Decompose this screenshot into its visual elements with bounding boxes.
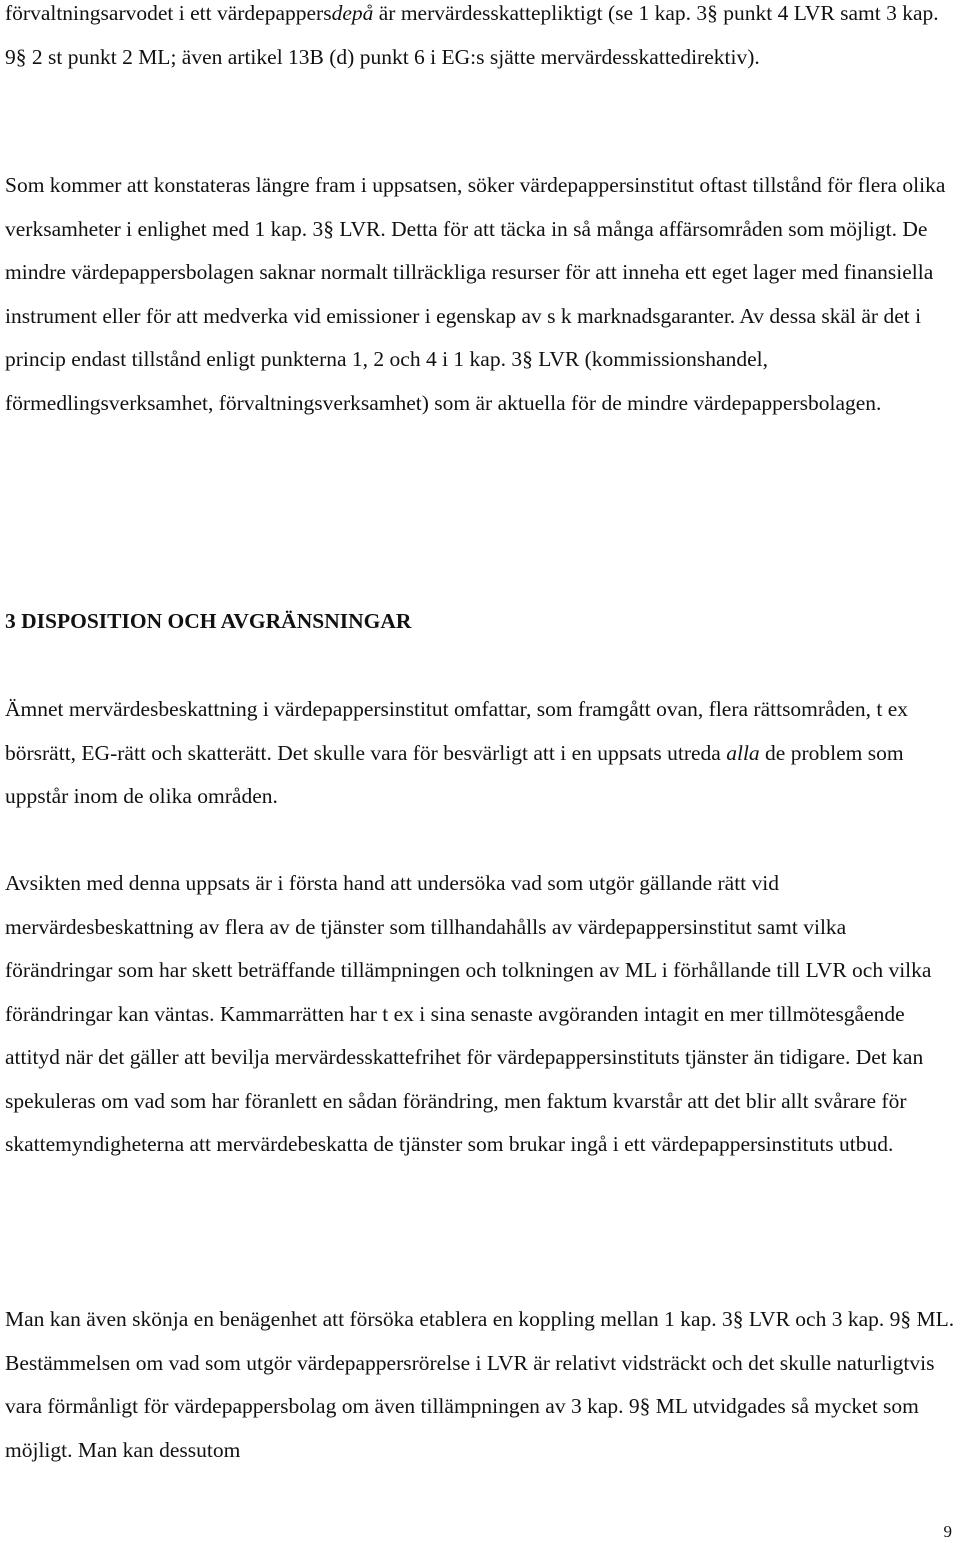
section-heading: 3 DISPOSITION OCH AVGRÄNSNINGAR (5, 609, 412, 633)
paragraph-scope-italic: alla (726, 740, 760, 765)
paragraph-scope-text-b: de problem som uppstår inom de olika områden. (5, 740, 904, 808)
paragraph-continuation-text-b: är mervärdesskattepliktigt (se 1 kap. 3§ punkt 4 LVR samt 3 kap. 9§ 2 st punkt 2 ML; även artikel 13B (d) punkt 6 i EG:s sjätte mervärdesskattedirektiv). (5, 1, 939, 69)
paragraph-continuation (5, 0, 955, 79)
paragraph-purpose: Avsikten med denna uppsats är i första hand att undersöka vad som utgör gällande rätt vid mervärdesbeskattning av flera av de tjänster som tillhandahålls av värdepappersinstitut samt vilka förändringar som har skett beträffande tillämpningen och tolkningen av ML i förhållande till LVR och vilka förändringar kan väntas. Kammarrätten har t ex i sina senaste avgöranden intagit en mer tillmötesgående attityd när det gäller att bevilja mervärdesskattefrihet för värdepappersinstituts tjänster än tidigare. Det kan spekuleras om vad som har föranlett en sådan förändring, men faktum kvarstår att det blir allt svårare för skattemyndigheterna att mervärdebeskatta de tjänster som brukar ingå i ett värdepappersinstituts utbud. (5, 871, 932, 1156)
paragraph-scope-text-a: Ämnet mervärdesbeskattning i värdepappersinstitut omfattar, som framgått ovan, flera rättsområden, t ex börsrätt, EG-rätt och skatterätt. Det skulle vara för besvärligt att i en uppsats utreda (5, 697, 909, 765)
page-number: 9 (943, 1522, 952, 1541)
paragraph-connection: Man kan även skönja en benägenhet att försöka etablera en koppling mellan 1 kap. 3§ LVR och 3 kap. 9§ ML. Bestämmelsen om vad som utgör värdepappersrörelse i LVR är relativt vidsträckt och det skulle naturligtvis vara förmånligt för värdepappersbolag om även tillämpningen av 3 kap. 9§ ML utvidgades så mycket som möjligt. Man kan dessutom (5, 1307, 955, 1462)
paragraph-continuation-text-a: förvaltningsarvodet i ett värdepappers (5, 1, 332, 25)
paragraph-scope (5, 688, 955, 819)
paragraph-licenses: Som kommer att konstateras längre fram i uppsatsen, söker värdepappersinstitut oftast tillstånd för flera olika verksamheter i enlighet med 1 kap. 3§ LVR. Detta för att täcka in så många affärsområden som möjligt. De mindre värdepappersbolagen saknar normalt tillräckliga resurser för att inneha ett eget lager med finansiella instrument eller för att medverka vid emissioner i egenskap av s k marknadsgaranter. Av dessa skäl är det i princip endast tillstånd enligt punkterna 1, 2 och 4 i 1 kap. 3§ LVR (kommissionshandel, förmedlingsverksamhet, förvaltningsverksamhet) som är aktuella för de mindre värdepappersbolagen. (5, 173, 946, 415)
paragraph-continuation-italic: depå (331, 1, 374, 25)
